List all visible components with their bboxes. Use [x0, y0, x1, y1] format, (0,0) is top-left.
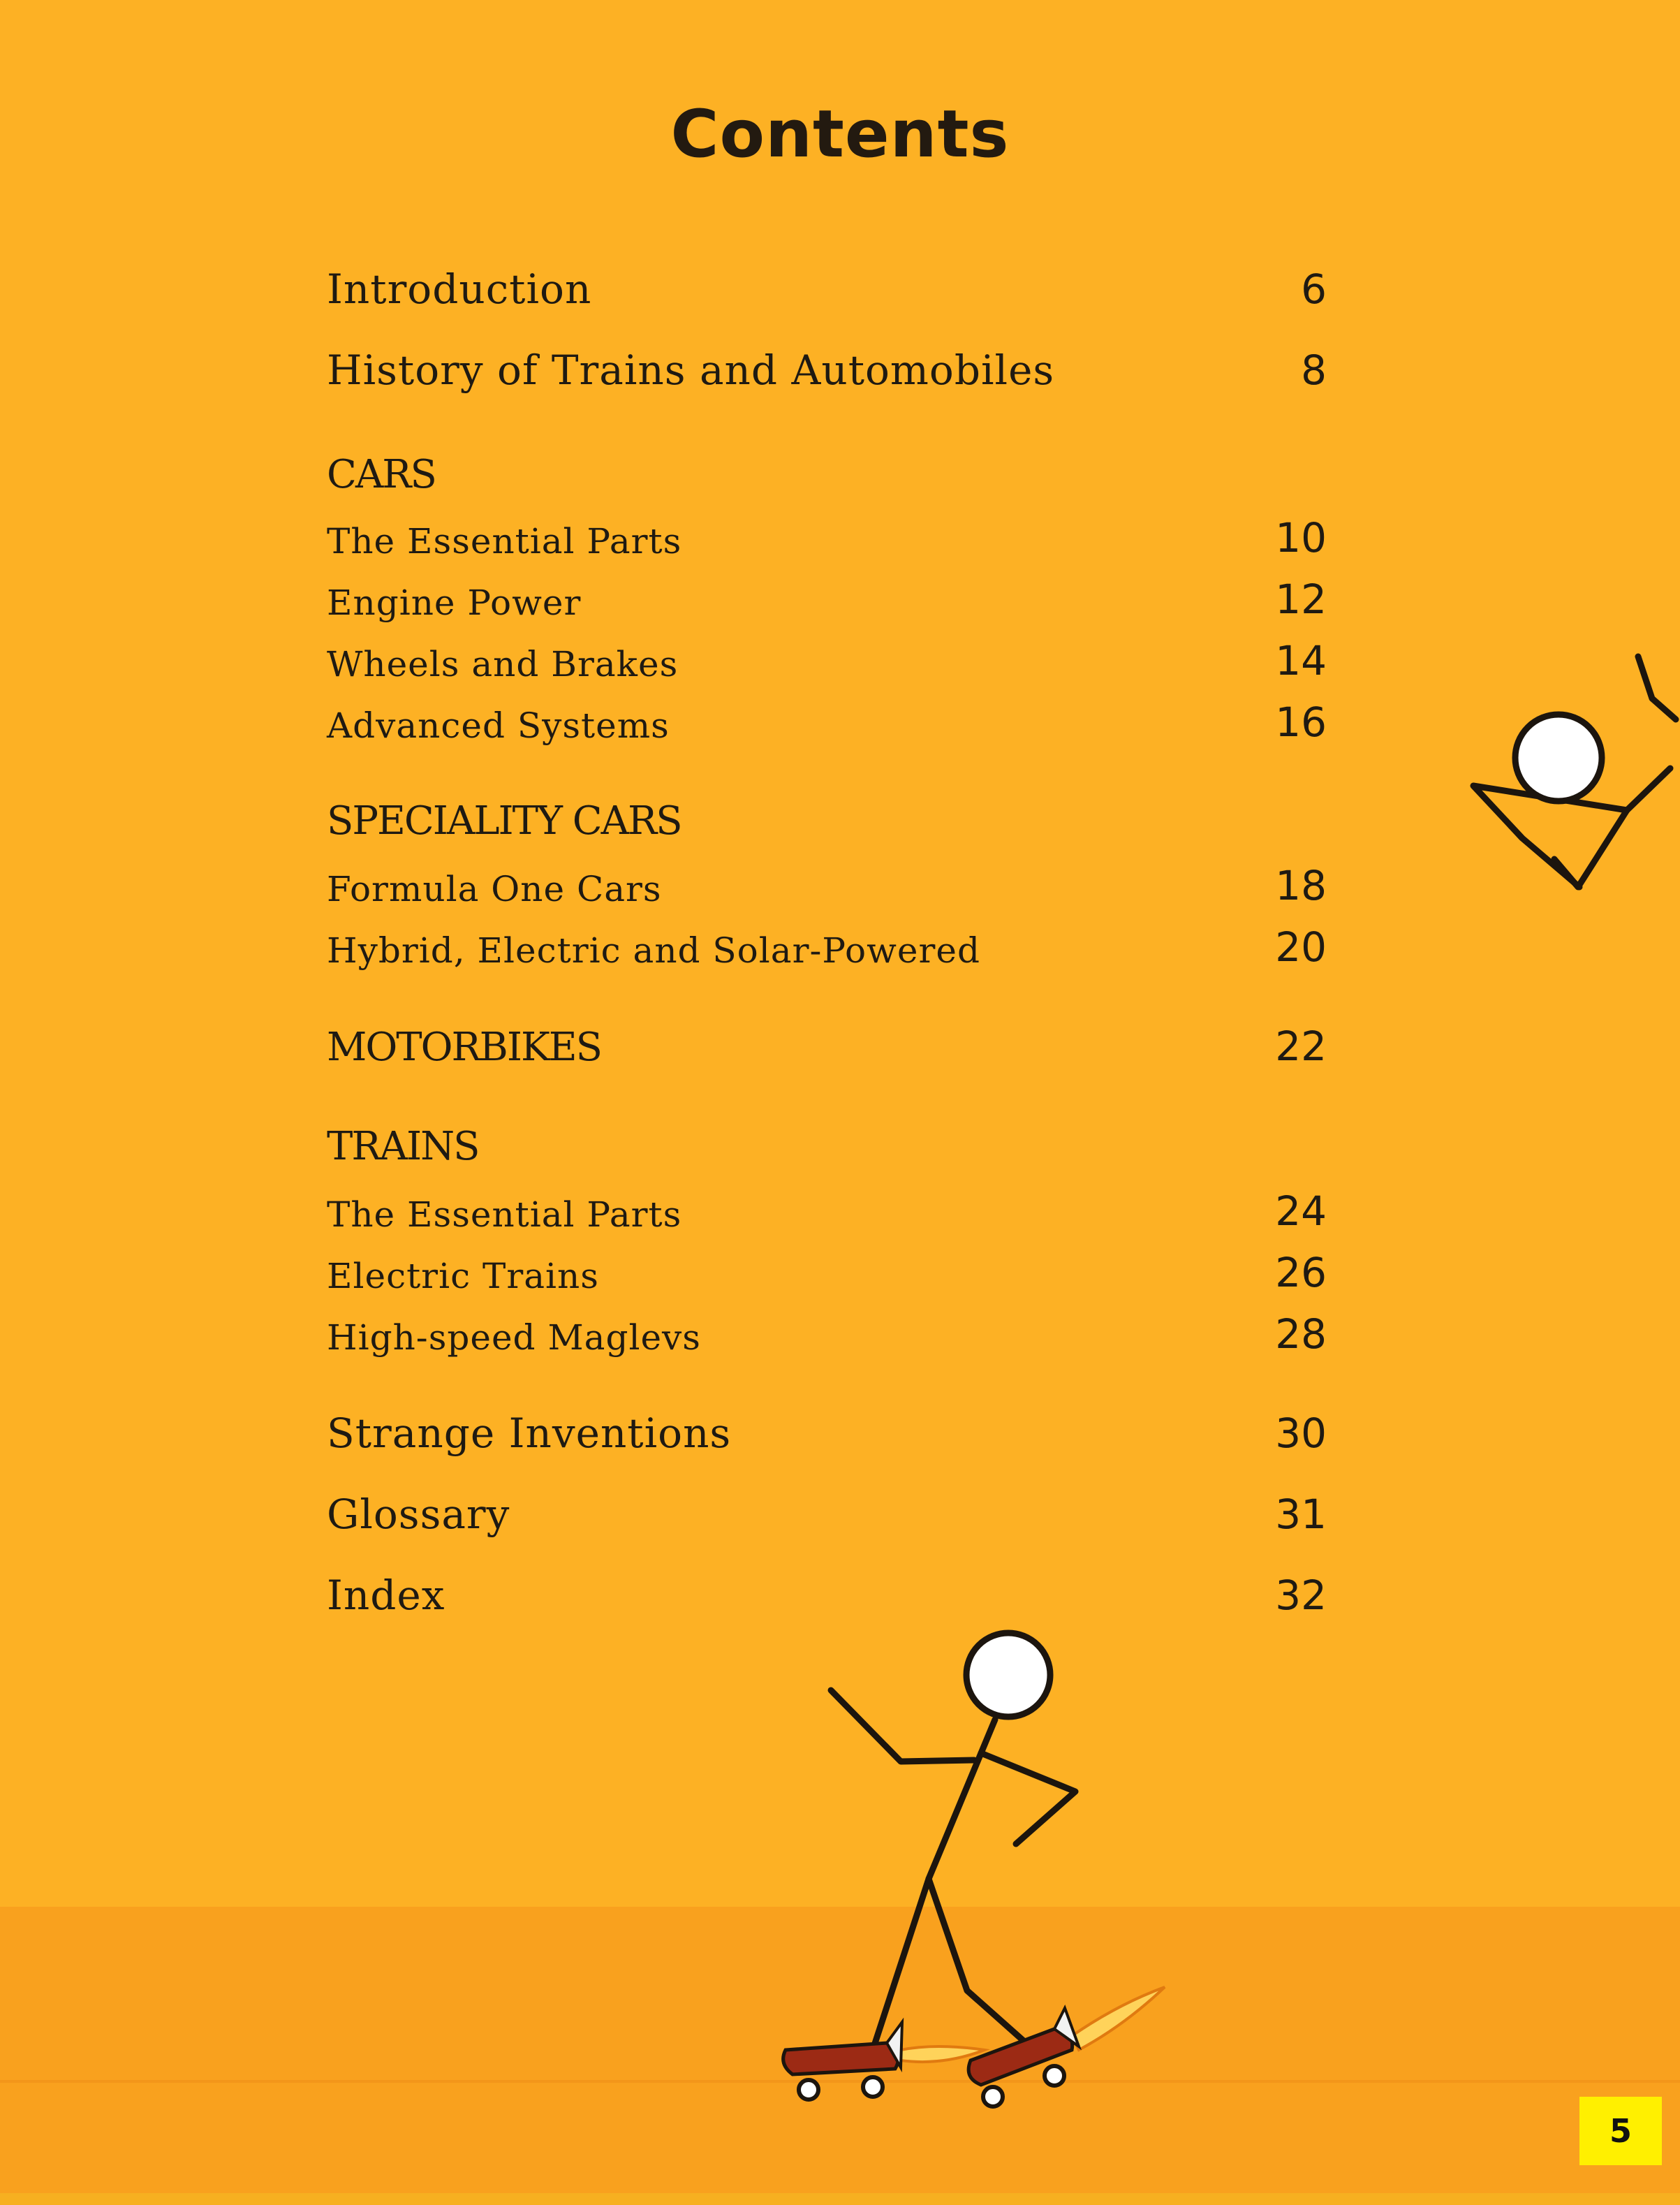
figure-head	[966, 1633, 1050, 1717]
skate-wheel	[863, 2077, 883, 2097]
toc-entry-page: 28	[1275, 1310, 1327, 1358]
toc-entry-label: The Essential Parts	[327, 1194, 682, 1235]
toc-entry-page: 30	[1275, 1409, 1327, 1457]
toc-entry-page: 6	[1301, 265, 1327, 313]
toc-entry-page: 14	[1275, 637, 1327, 684]
toc-entry-label: Engine Power	[327, 583, 582, 623]
toc-entry-page: 18	[1275, 862, 1327, 909]
toc-entry-page: 26	[1275, 1249, 1327, 1296]
toc-entry-page: 31	[1275, 1490, 1327, 1538]
figure-leg-stroke	[929, 1879, 1030, 2046]
toc-entry-label: Electric Trains	[327, 1256, 599, 1296]
toc-entry-label: Glossary	[327, 1490, 510, 1538]
toc-entry-page: 8	[1301, 346, 1327, 394]
left-skate	[783, 2043, 899, 2074]
toc-entry-label: Wheels and Brakes	[327, 644, 679, 684]
toc-entry-page: 20	[1275, 923, 1327, 971]
toc-entry-page: 10	[1275, 514, 1327, 562]
skate-wheel	[983, 2087, 1003, 2107]
toc-entry-label: High-speed Maglevs	[327, 1317, 701, 1358]
toc-entry-label: Introduction	[327, 265, 592, 313]
skate-wheel	[1045, 2066, 1064, 2086]
toc-section-label: TRAINS	[327, 1124, 479, 1169]
toc-section-label: CARS	[327, 452, 436, 497]
toc-entry-page: 12	[1275, 576, 1327, 623]
toc-entry-label: Index	[327, 1572, 445, 1619]
toc-entry-page: 32	[1275, 1572, 1327, 1619]
toc-entry-label: Hybrid, Electric and Solar-Powered	[327, 930, 980, 971]
toc-entry-label: Advanced Systems	[327, 705, 670, 746]
page-number-badge: 5	[1579, 2097, 1662, 2165]
toc-section-label: MOTORBIKES	[327, 1025, 602, 1070]
toc-entry-label: Strange Inventions	[327, 1409, 732, 1457]
toc-entry-page: 22	[1275, 1023, 1327, 1070]
toc-entry-label: Formula One Cars	[327, 869, 662, 909]
rocket-flame	[1072, 1987, 1165, 2050]
figure-arm-stroke	[981, 1753, 1075, 1844]
toc-entry-label: The Essential Parts	[327, 521, 682, 562]
toc-entry-label: History of Trains and Automobiles	[327, 346, 1055, 394]
toc-entry-page: 24	[1275, 1187, 1327, 1235]
toc-entry-page: 16	[1275, 698, 1327, 746]
page-title: Contents	[670, 96, 1010, 173]
figure-arm-stroke	[831, 1690, 974, 1761]
skate-wheel	[799, 2080, 818, 2100]
toc-section-label: SPECIALITY CARS	[327, 798, 681, 844]
